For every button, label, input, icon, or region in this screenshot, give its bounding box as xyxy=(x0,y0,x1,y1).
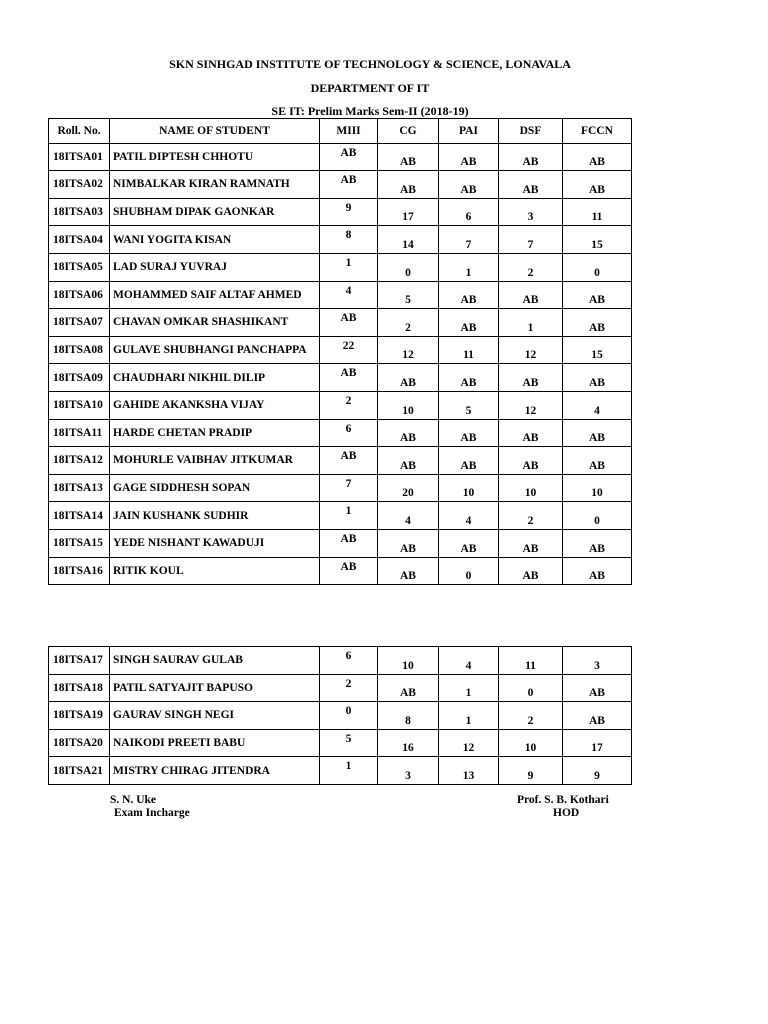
table-header-row xyxy=(49,119,632,144)
dsf-mark-cell: AB xyxy=(499,419,563,447)
cg-mark-cell: 5 xyxy=(378,281,439,309)
student-name-cell: NAIKODI PREETI BABU xyxy=(110,729,320,757)
dsf-mark-cell: AB xyxy=(499,447,563,475)
cg-mark-cell: 8 xyxy=(378,702,439,730)
marks-table-main xyxy=(48,118,632,585)
student-name-cell: GAGE SIDDHESH SOPAN xyxy=(110,474,320,502)
roll-number-cell: 18ITSA12 xyxy=(49,447,110,475)
roll-number-cell: 18ITSA17 xyxy=(49,647,110,675)
cg-mark-cell: 17 xyxy=(378,198,439,226)
table-row xyxy=(49,529,632,557)
table-row xyxy=(49,336,632,364)
table-row xyxy=(49,281,632,309)
table-row xyxy=(49,364,632,392)
fccn-mark-cell: AB xyxy=(563,364,632,392)
dsf-mark-cell: 2 xyxy=(499,702,563,730)
fccn-mark-cell: AB xyxy=(563,529,632,557)
table-row xyxy=(49,419,632,447)
miii-mark-cell: AB xyxy=(320,529,378,557)
pai-mark-cell: AB xyxy=(439,281,499,309)
fccn-mark-cell: AB xyxy=(563,281,632,309)
institute-title: SKN SINHGAD INSTITUTE OF TECHNOLOGY & SCIENCE, LONAVALA xyxy=(169,57,571,71)
student-name-cell: MOHAMMED SAIF ALTAF AHMED xyxy=(110,281,320,309)
table-row xyxy=(49,757,632,785)
miii-mark-cell: 4 xyxy=(320,281,378,309)
pai-mark-cell: AB xyxy=(439,143,499,171)
miii-mark-cell: 9 xyxy=(320,198,378,226)
hod-signature xyxy=(517,794,609,820)
cg-mark-cell: 10 xyxy=(378,391,439,419)
dsf-mark-cell: 1 xyxy=(499,309,563,337)
pai-mark-cell: 13 xyxy=(439,757,499,785)
table-row xyxy=(49,198,632,226)
exam-incharge-title: Exam Incharge xyxy=(114,807,190,819)
table-row xyxy=(49,253,632,281)
roll-number-cell: 18ITSA20 xyxy=(49,729,110,757)
roll-number-cell: 18ITSA01 xyxy=(49,143,110,171)
miii-mark-cell: 6 xyxy=(320,419,378,447)
miii-mark-cell: AB xyxy=(320,557,378,585)
student-name-cell: YEDE NISHANT KAWADUJI xyxy=(110,529,320,557)
table-body xyxy=(49,647,632,785)
roll-number-cell: 18ITSA04 xyxy=(49,226,110,254)
pai-mark-cell: 1 xyxy=(439,702,499,730)
roll-number-cell: 18ITSA16 xyxy=(49,557,110,585)
pai-mark-cell: 7 xyxy=(439,226,499,254)
column-header: CG xyxy=(378,119,439,144)
roll-number-cell: 18ITSA14 xyxy=(49,502,110,530)
fccn-mark-cell: 15 xyxy=(563,226,632,254)
roll-number-cell: 18ITSA19 xyxy=(49,702,110,730)
hod-name: Prof. S. B. Kothari xyxy=(517,794,609,806)
dsf-mark-cell: AB xyxy=(499,557,563,585)
dsf-mark-cell: 12 xyxy=(499,391,563,419)
pai-mark-cell: 5 xyxy=(439,391,499,419)
roll-number-cell: 18ITSA08 xyxy=(49,336,110,364)
pai-mark-cell: 11 xyxy=(439,336,499,364)
dsf-mark-cell: AB xyxy=(499,171,563,199)
miii-mark-cell: 1 xyxy=(320,502,378,530)
cg-mark-cell: 4 xyxy=(378,502,439,530)
fccn-mark-cell: AB xyxy=(563,702,632,730)
fccn-mark-cell: AB xyxy=(563,419,632,447)
fccn-mark-cell: 3 xyxy=(563,647,632,675)
fccn-mark-cell: 10 xyxy=(563,474,632,502)
exam-title: SE IT: Prelim Marks Sem-II (2018-19) xyxy=(271,104,469,118)
miii-mark-cell: 7 xyxy=(320,474,378,502)
roll-number-cell: 18ITSA10 xyxy=(49,391,110,419)
miii-mark-cell: 22 xyxy=(320,336,378,364)
student-name-cell: WANI YOGITA KISAN xyxy=(110,226,320,254)
cg-mark-cell: 10 xyxy=(378,647,439,675)
pai-mark-cell: AB xyxy=(439,309,499,337)
fccn-mark-cell: AB xyxy=(563,143,632,171)
table-row xyxy=(49,171,632,199)
table-row xyxy=(49,557,632,585)
pai-mark-cell: 10 xyxy=(439,474,499,502)
dsf-mark-cell: AB xyxy=(499,143,563,171)
dsf-mark-cell: AB xyxy=(499,281,563,309)
column-header: PAI xyxy=(439,119,499,144)
roll-number-cell: 18ITSA11 xyxy=(49,419,110,447)
cg-mark-cell: 3 xyxy=(378,757,439,785)
student-name-cell: LAD SURAJ YUVRAJ xyxy=(110,253,320,281)
pai-mark-cell: 12 xyxy=(439,729,499,757)
student-name-cell: PATIL SATYAJIT BAPUSO xyxy=(110,674,320,702)
dsf-mark-cell: 10 xyxy=(499,729,563,757)
student-name-cell: JAIN KUSHANK SUDHIR xyxy=(110,502,320,530)
marks-table-continued xyxy=(48,646,632,785)
student-name-cell: GULAVE SHUBHANGI PANCHAPPA xyxy=(110,336,320,364)
exam-incharge-name: S. N. Uke xyxy=(110,794,157,806)
table-row xyxy=(49,391,632,419)
student-name-cell: PATIL DIPTESH CHHOTU xyxy=(110,143,320,171)
roll-number-cell: 18ITSA09 xyxy=(49,364,110,392)
dsf-mark-cell: 2 xyxy=(499,502,563,530)
cg-mark-cell: 16 xyxy=(378,729,439,757)
roll-number-cell: 18ITSA05 xyxy=(49,253,110,281)
dsf-mark-cell: 0 xyxy=(499,674,563,702)
miii-mark-cell: AB xyxy=(320,309,378,337)
student-name-cell: MISTRY CHIRAG JITENDRA xyxy=(110,757,320,785)
fccn-mark-cell: 4 xyxy=(563,391,632,419)
student-name-cell: NIMBALKAR KIRAN RAMNATH xyxy=(110,171,320,199)
miii-mark-cell: 1 xyxy=(320,253,378,281)
column-header: FCCN xyxy=(563,119,632,144)
fccn-mark-cell: AB xyxy=(563,309,632,337)
pai-mark-cell: AB xyxy=(439,419,499,447)
hod-title: HOD xyxy=(553,807,580,819)
pai-mark-cell: AB xyxy=(439,447,499,475)
table-row xyxy=(49,702,632,730)
miii-mark-cell: 0 xyxy=(320,702,378,730)
dsf-mark-cell: 10 xyxy=(499,474,563,502)
cg-mark-cell: AB xyxy=(378,557,439,585)
dsf-mark-cell: 7 xyxy=(499,226,563,254)
table-row xyxy=(49,502,632,530)
cg-mark-cell: 14 xyxy=(378,226,439,254)
cg-mark-cell: AB xyxy=(378,171,439,199)
column-header: Roll. No. xyxy=(49,119,110,144)
fccn-mark-cell: 15 xyxy=(563,336,632,364)
miii-mark-cell: 6 xyxy=(320,647,378,675)
column-header: MIII xyxy=(320,119,378,144)
roll-number-cell: 18ITSA13 xyxy=(49,474,110,502)
student-name-cell: RITIK KOUL xyxy=(110,557,320,585)
pai-mark-cell: AB xyxy=(439,364,499,392)
student-name-cell: CHAUDHARI NIKHIL DILIP xyxy=(110,364,320,392)
roll-number-cell: 18ITSA18 xyxy=(49,674,110,702)
table-row xyxy=(49,729,632,757)
cg-mark-cell: AB xyxy=(378,364,439,392)
roll-number-cell: 18ITSA07 xyxy=(49,309,110,337)
miii-mark-cell: AB xyxy=(320,364,378,392)
miii-mark-cell: AB xyxy=(320,143,378,171)
fccn-mark-cell: AB xyxy=(563,557,632,585)
cg-mark-cell: AB xyxy=(378,419,439,447)
fccn-mark-cell: 0 xyxy=(563,253,632,281)
table-row xyxy=(49,474,632,502)
column-header: DSF xyxy=(499,119,563,144)
pai-mark-cell: 6 xyxy=(439,198,499,226)
miii-mark-cell: AB xyxy=(320,447,378,475)
cg-mark-cell: 2 xyxy=(378,309,439,337)
student-name-cell: GAHIDE AKANKSHA VIJAY xyxy=(110,391,320,419)
table-row xyxy=(49,647,632,675)
roll-number-cell: 18ITSA03 xyxy=(49,198,110,226)
fccn-mark-cell: AB xyxy=(563,171,632,199)
dsf-mark-cell: AB xyxy=(499,364,563,392)
table-row xyxy=(49,309,632,337)
table-row xyxy=(49,447,632,475)
table-row xyxy=(49,674,632,702)
fccn-mark-cell: 0 xyxy=(563,502,632,530)
miii-mark-cell: 1 xyxy=(320,757,378,785)
student-name-cell: GAURAV SINGH NEGI xyxy=(110,702,320,730)
student-name-cell: CHAVAN OMKAR SHASHIKANT xyxy=(110,309,320,337)
fccn-mark-cell: AB xyxy=(563,447,632,475)
cg-mark-cell: 0 xyxy=(378,253,439,281)
roll-number-cell: 18ITSA02 xyxy=(49,171,110,199)
fccn-mark-cell: 17 xyxy=(563,729,632,757)
dsf-mark-cell: 12 xyxy=(499,336,563,364)
table-row xyxy=(49,143,632,171)
pai-mark-cell: AB xyxy=(439,171,499,199)
miii-mark-cell: 2 xyxy=(320,674,378,702)
dsf-mark-cell: 9 xyxy=(499,757,563,785)
miii-mark-cell: AB xyxy=(320,171,378,199)
table-row xyxy=(49,226,632,254)
fccn-mark-cell: 9 xyxy=(563,757,632,785)
miii-mark-cell: 8 xyxy=(320,226,378,254)
cg-mark-cell: AB xyxy=(378,143,439,171)
pai-mark-cell: 4 xyxy=(439,502,499,530)
department-title: DEPARTMENT OF IT xyxy=(310,81,430,95)
student-name-cell: MOHURLE VAIBHAV JITKUMAR xyxy=(110,447,320,475)
dsf-mark-cell: 2 xyxy=(499,253,563,281)
roll-number-cell: 18ITSA06 xyxy=(49,281,110,309)
student-name-cell: SHUBHAM DIPAK GAONKAR xyxy=(110,198,320,226)
pai-mark-cell: AB xyxy=(439,529,499,557)
pai-mark-cell: 1 xyxy=(439,253,499,281)
dsf-mark-cell: 3 xyxy=(499,198,563,226)
roll-number-cell: 18ITSA15 xyxy=(49,529,110,557)
cg-mark-cell: 12 xyxy=(378,336,439,364)
miii-mark-cell: 5 xyxy=(320,729,378,757)
table-body xyxy=(49,143,632,585)
cg-mark-cell: AB xyxy=(378,447,439,475)
fccn-mark-cell: 11 xyxy=(563,198,632,226)
miii-mark-cell: 2 xyxy=(320,391,378,419)
cg-mark-cell: AB xyxy=(378,529,439,557)
roll-number-cell: 18ITSA21 xyxy=(49,757,110,785)
pai-mark-cell: 1 xyxy=(439,674,499,702)
pai-mark-cell: 4 xyxy=(439,647,499,675)
cg-mark-cell: AB xyxy=(378,674,439,702)
student-name-cell: SINGH SAURAV GULAB xyxy=(110,647,320,675)
dsf-mark-cell: 11 xyxy=(499,647,563,675)
dsf-mark-cell: AB xyxy=(499,529,563,557)
column-header: NAME OF STUDENT xyxy=(110,119,320,144)
cg-mark-cell: 20 xyxy=(378,474,439,502)
exam-incharge-signature xyxy=(110,794,190,820)
fccn-mark-cell: AB xyxy=(563,674,632,702)
pai-mark-cell: 0 xyxy=(439,557,499,585)
student-name-cell: HARDE CHETAN PRADIP xyxy=(110,419,320,447)
